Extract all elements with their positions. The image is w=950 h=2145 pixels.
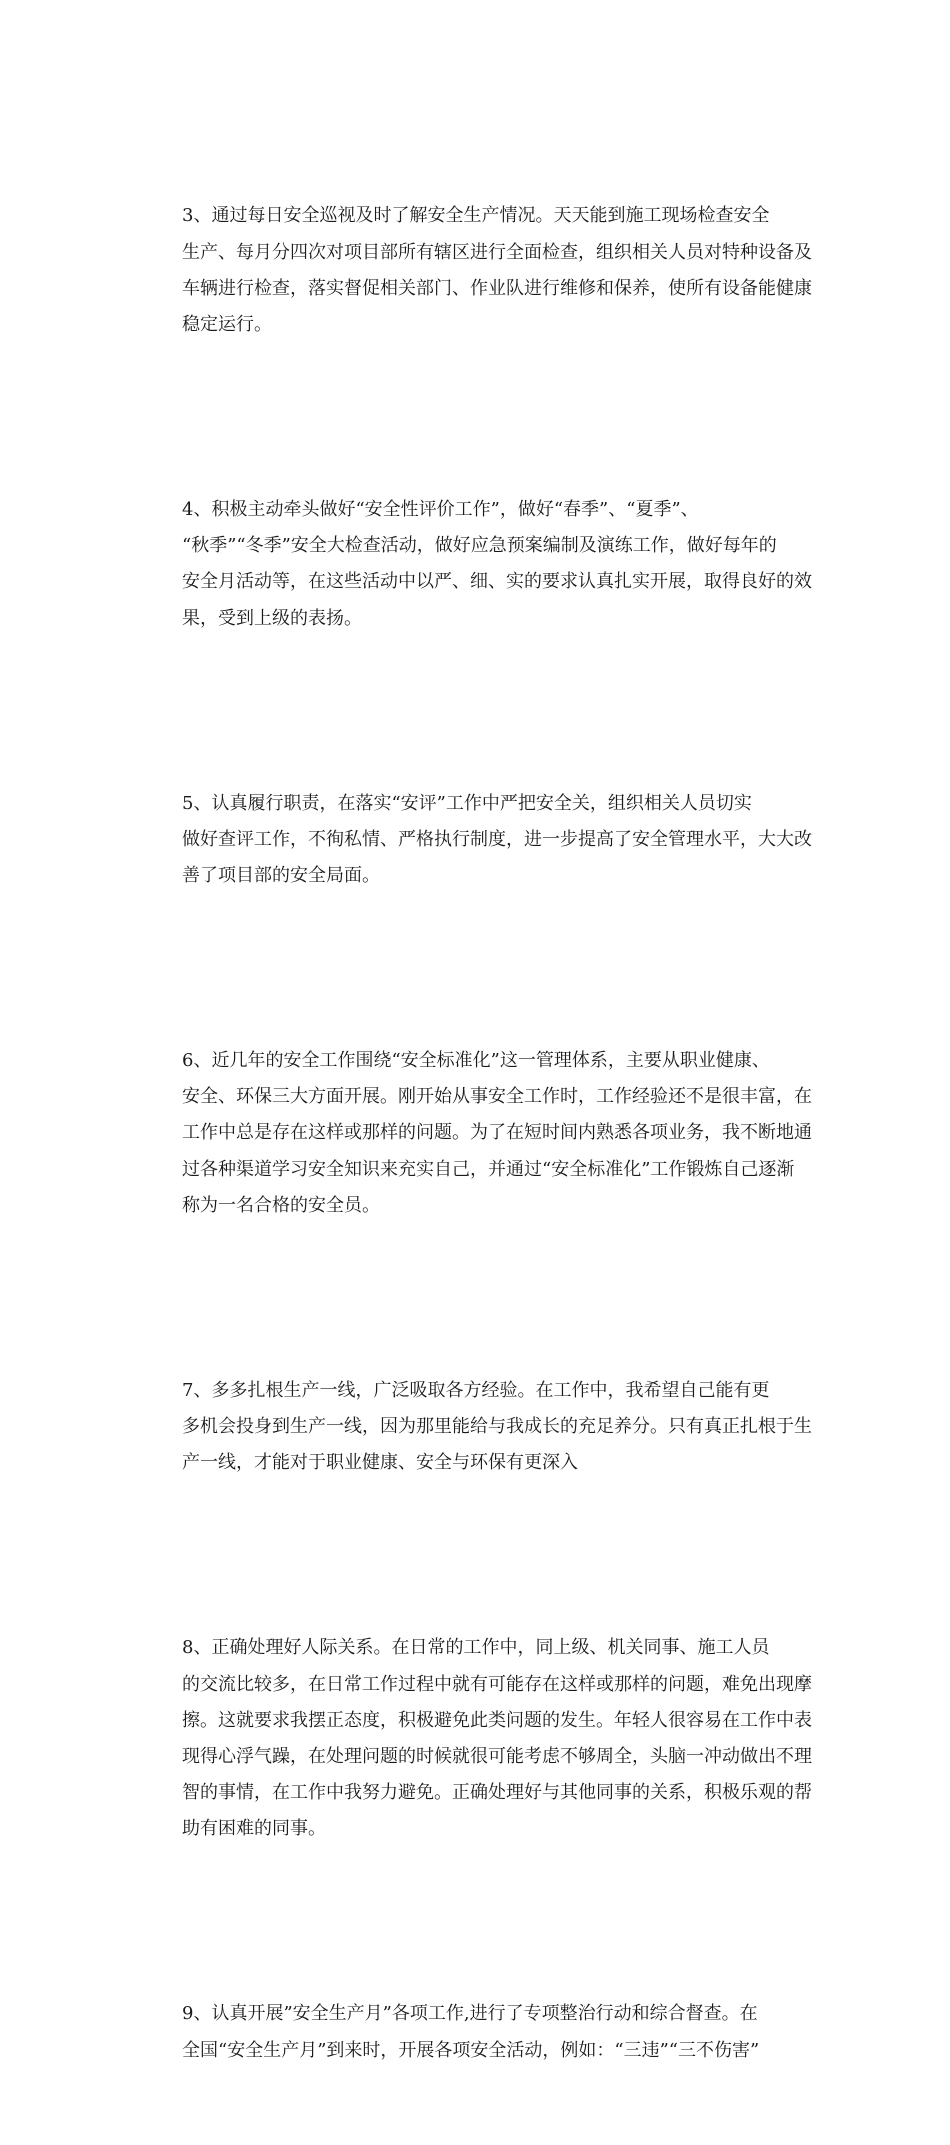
text-line: 产一线，才能对于职业健康、安全与环保有更深入 xyxy=(182,1452,578,1474)
text-line: 工作中总是存在这样或那样的问题。为了在短时间内熟悉各项业务，我不断地通 xyxy=(182,1122,812,1144)
text-line: 生产、每月分四次对项目部所有辖区进行全面检查，组织相关人员对特种设备及 xyxy=(182,241,812,263)
text-line: 安全月活动等，在这些活动中以严、细、实的要求认真扎实开展，取得良好的效 xyxy=(182,571,812,593)
paragraph-8 xyxy=(146,1558,812,1920)
text-line: “秋季”“冬季”安全大检查活动，做好应急预案编制及演练工作，做好每年的 xyxy=(182,535,777,557)
paragraph-6 xyxy=(146,971,812,1297)
text-line: 智的事情，在工作中我努力避免。正确处理好与其他同事的关系，积极乐观的帮 xyxy=(182,1782,812,1804)
document-body xyxy=(146,126,812,2145)
text-line: 6、近几年的安全工作围绕“安全标准化”这一管理体系，主要从职业健康、 xyxy=(182,1050,770,1072)
text-line: 8、正确处理好人际关系。在日常的工作中，同上级、机关同事、施工人员 xyxy=(182,1637,770,1659)
text-line: 做好查评工作，不徇私情、严格执行制度，进一步提高了安全管理水平，大大改 xyxy=(182,828,812,850)
text-line: 助有困难的同事。 xyxy=(182,1818,326,1840)
text-line: 全国“安全生产月”到来时，开展各项安全活动，例如：“三违”“三不伤害” xyxy=(182,2039,760,2061)
text-line: 9、认真开展”安全生产月”各项工作,进行了专项整治行动和综合督查。在 xyxy=(182,2003,758,2025)
text-line: 安全、环保三大方面开展。刚开始从事安全工作时，工作经验还不是很丰富，在 xyxy=(182,1086,812,1108)
text-line: 的交流比较多，在日常工作过程中就有可能存在这样或那样的问题，难免出现摩 xyxy=(182,1673,812,1695)
text-line: 稳定运行。 xyxy=(182,314,272,336)
text-line: 擦。这就要求我摆正态度，积极避免此类问题的发生。年轻人很容易在工作中表 xyxy=(182,1709,812,1731)
paragraph-5 xyxy=(146,713,812,966)
text-line: 多机会投身到生产一线，因为那里能给与我成长的充足养分。只有真正扎根于生 xyxy=(182,1416,812,1438)
text-line: 现得心浮气躁，在处理问题的时候就很可能考虑不够周全，头脑一冲动做出不理 xyxy=(182,1745,812,1767)
text-line: 过各种渠道学习安全知识来充实自己，并通过“安全标准化”工作锻炼自己逐渐 xyxy=(182,1158,795,1180)
text-line: 5、认真履行职责，在落实“安评”工作中严把安全关，组织相关人员切实 xyxy=(182,792,752,814)
text-line: 7、多多扎根生产一线，广泛吸取各方经验。在工作中，我希望自己能有更 xyxy=(182,1379,770,1401)
text-line: 果，受到上级的表扬。 xyxy=(182,607,362,629)
text-line: 4、积极主动牵头做好“安全性评价工作”，做好“春季”、“夏季”、 xyxy=(182,499,699,521)
text-line: 车辆进行检查，落实督促相关部门、作业队进行维修和保养，使所有设备能健康 xyxy=(182,277,812,299)
text-line: 3、通过每日安全巡视及时了解安全生产情况。天天能到施工现场检查安全 xyxy=(182,205,770,227)
paragraph-3 xyxy=(146,126,812,416)
paragraph-7 xyxy=(146,1301,812,1554)
paragraph-9 xyxy=(146,1924,806,2141)
paragraph-4 xyxy=(146,420,812,710)
text-line: 称为一名合格的安全员。 xyxy=(182,1194,380,1216)
text-line: 善了项目部的安全局面。 xyxy=(182,865,380,887)
